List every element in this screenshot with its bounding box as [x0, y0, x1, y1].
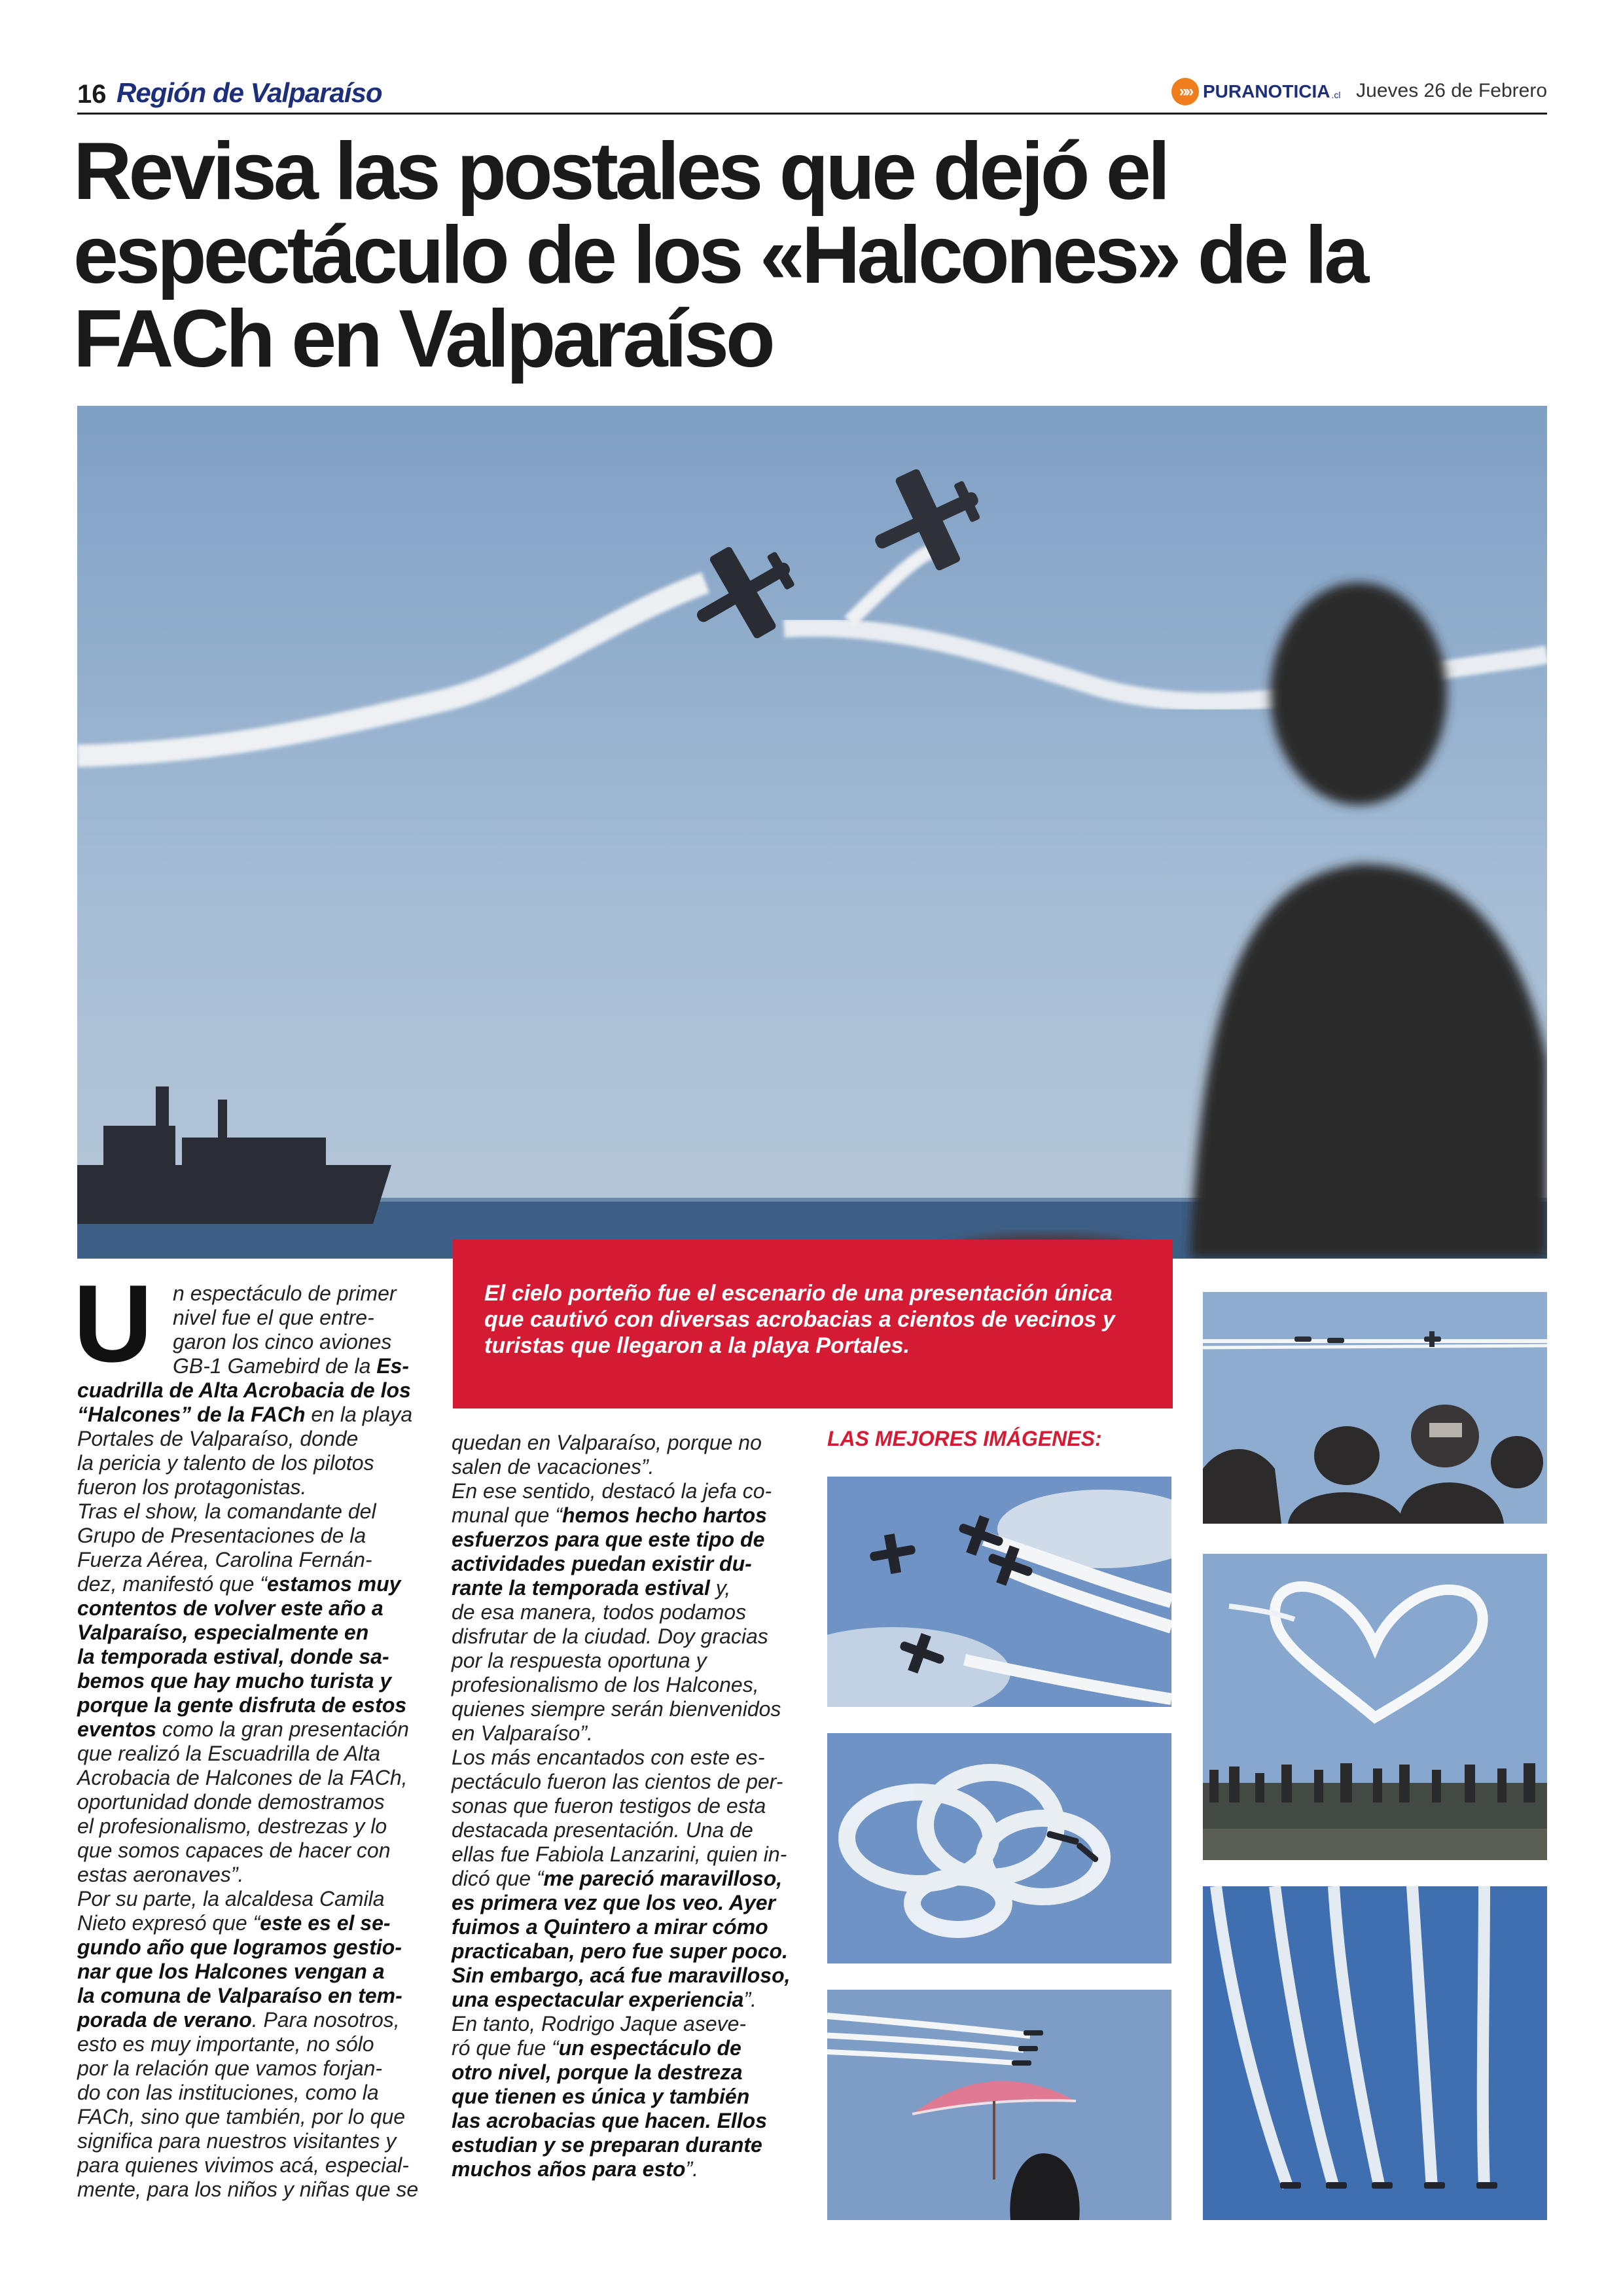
text-line: la pericia y talento de los pilotos — [77, 1451, 374, 1475]
photo-smoke-columns — [1203, 1886, 1547, 2220]
text-line: fueron los protagonistas. — [77, 1475, 307, 1499]
text-line: Los más encantados con este es- — [452, 1746, 765, 1769]
text-line: Valparaíso, especialmente en — [77, 1621, 369, 1644]
text-line: una espectacular experiencia”. — [452, 1988, 757, 2011]
page-number: 16 — [77, 80, 107, 109]
issue-date: Jueves 26 de Febrero — [1356, 80, 1547, 101]
text-line: gundo año que logramos gestio- — [77, 1935, 402, 1959]
text-line: Tras el show, la comandante del — [77, 1499, 376, 1523]
text-line: contentos de volver este año a — [77, 1596, 383, 1620]
text-line: garon los cinco aviones — [173, 1330, 392, 1354]
text-line: nar que los Halcones vengan a — [77, 1960, 385, 1983]
text-line: “Halcones” de la FACh en la playa — [77, 1403, 413, 1426]
text-line: n espectáculo de primer — [173, 1282, 397, 1305]
text-line: porada de verano. Para nosotros, — [77, 2008, 400, 2032]
text-line: Grupo de Presentaciones de la — [77, 1524, 366, 1547]
text-line: FACh, sino que también, por lo que — [77, 2105, 406, 2128]
text-line: de esa manera, todos podamos — [452, 1600, 747, 1624]
photo-caption — [453, 1240, 1173, 1408]
text-line: que realizó la Escuadrilla de Alta — [77, 1742, 381, 1765]
text-line: muchos años para esto”. — [452, 2157, 698, 2181]
photo-heart-crowd — [1203, 1554, 1547, 1860]
text-line: estudian y se preparan durante — [452, 2133, 762, 2157]
photo-smoke-loops — [827, 1733, 1171, 1964]
text-line: GB-1 Gamebird de la Es- — [173, 1354, 410, 1378]
text-line: sonas que fueron testigos de esta — [452, 1794, 766, 1818]
text-line: esto es muy importante, no sólo — [77, 2032, 374, 2056]
text-line: bemos que hay mucho turista y — [77, 1669, 392, 1693]
text-line: que tienen es única y también — [452, 2085, 750, 2108]
text-line: estas aeronaves”. — [77, 1863, 244, 1886]
publication-logo[interactable] — [1171, 77, 1340, 106]
text-line: el profesionalismo, destrezas y lo — [77, 1814, 387, 1838]
text-line: la temporada estival, donde sa- — [77, 1645, 389, 1668]
text-line: por la relación que vamos forjan- — [77, 2056, 383, 2080]
logo-domain: .cl — [1331, 90, 1341, 100]
header-rule — [77, 113, 1547, 115]
text-line: las acrobacias que hacen. Ellos — [452, 2109, 767, 2132]
text-line: esfuerzos para que este tipo de — [452, 1528, 765, 1551]
text-line: mente, para los niños y niñas que se — [77, 2178, 419, 2201]
text-line: oportunidad donde demostramos — [77, 1790, 385, 1814]
text-line: para quienes vivimos acá, especial- — [77, 2153, 409, 2177]
text-line: eventos como la gran presentación — [77, 1717, 409, 1741]
article-column-1 — [77, 1282, 421, 2202]
text-line: nivel fue el que entre- — [173, 1306, 374, 1329]
text-line: Nieto expresó que “este es el se- — [77, 1911, 391, 1935]
text-line: Sin embargo, acá fue maravilloso, — [452, 1964, 791, 1987]
text-line: dicó que “me pareció maravilloso, — [452, 1867, 783, 1890]
headline-line: Revisa las postales que dejó el — [73, 126, 1168, 217]
text-line: destacada presentación. Una de — [452, 1818, 753, 1842]
photo-planes-formation — [827, 1477, 1171, 1707]
gallery-title: LAS MEJORES IMÁGENES: — [827, 1427, 1102, 1450]
text-line: pectáculo fueron las cientos de per- — [452, 1770, 783, 1793]
chevrons-icon: »» — [1171, 78, 1199, 105]
text-line: munal que “hemos hecho hartos — [452, 1503, 767, 1527]
text-line: es primera vez que los veo. Ayer — [452, 1891, 776, 1914]
text-line: do con las instituciones, como la — [77, 2081, 379, 2104]
logo-text: PURANOTICIA — [1203, 81, 1330, 101]
text-line: Portales de Valparaíso, donde — [77, 1427, 359, 1450]
headline-line: FACh en Valparaíso — [73, 294, 772, 384]
text-line: Fuerza Aérea, Carolina Fernán- — [77, 1548, 372, 1571]
photo-umbrella-spectator — [827, 1990, 1171, 2220]
text-line: la comuna de Valparaíso en tem- — [77, 1984, 402, 2007]
text-line: Por su parte, la alcaldesa Camila — [77, 1887, 385, 1910]
text-line: significa para nuestros visitantes y — [77, 2129, 397, 2153]
section-title: Región de Valparaíso — [116, 77, 382, 108]
text-line: ró que fue “un espectáculo de — [452, 2036, 741, 2060]
text-line: dez, manifestó que “estamos muy — [77, 1572, 401, 1596]
text-line: En tanto, Rodrigo Jaque asevе- — [452, 2012, 747, 2036]
text-line: por la respuesta oportuna y — [452, 1649, 707, 1672]
text-line: otro nivel, porque la destreza — [452, 2060, 743, 2084]
main-photo — [77, 406, 1547, 1259]
text-line: Acrobacia de Halcones de la FACh, — [77, 1766, 408, 1789]
text-line: en Valparaíso”. — [452, 1721, 593, 1745]
text-line: salen de vacaciones”. — [452, 1455, 654, 1479]
dropcap: U — [73, 1262, 153, 1385]
text-line: fuimos a Quintero a mirar cómo — [452, 1915, 768, 1939]
text-line: cuadrilla de Alta Acrobacia de los — [77, 1378, 411, 1402]
text-line: quienes siempre serán bienvenidos — [452, 1697, 781, 1721]
text-line: En ese sentido, destacó la jefa co- — [452, 1479, 772, 1503]
photo-photographers — [1203, 1292, 1547, 1524]
text-line: que somos capaces de hacer con — [77, 1839, 391, 1862]
text-line: rante la temporada estival y, — [452, 1576, 731, 1600]
article-column-2 — [452, 1431, 798, 2181]
caption-text: El cielo porteño fue el escenario de una presentación única que cautivó con diversas acrobacias a cientos de vecinos y turistas que llegaron a la playa Portales. — [484, 1281, 1115, 1358]
headline-line: espectáculo de los «Halcones» de la — [73, 210, 1366, 300]
text-line: practicaban, pero fue super poco. — [452, 1939, 788, 1963]
text-line: profesionalismo de los Halcones, — [452, 1673, 759, 1696]
text-line: quedan en Valparaíso, porque no — [452, 1431, 762, 1454]
text-line: disfrutar de la ciudad. Doy gracias — [452, 1624, 768, 1648]
text-line: porque la gente disfruta de estos — [77, 1693, 407, 1717]
text-line: actividades puedan existir du- — [452, 1552, 752, 1575]
headline — [73, 126, 1552, 384]
text-line: ellas fue Fabiola Lanzarini, quien in- — [452, 1842, 787, 1866]
